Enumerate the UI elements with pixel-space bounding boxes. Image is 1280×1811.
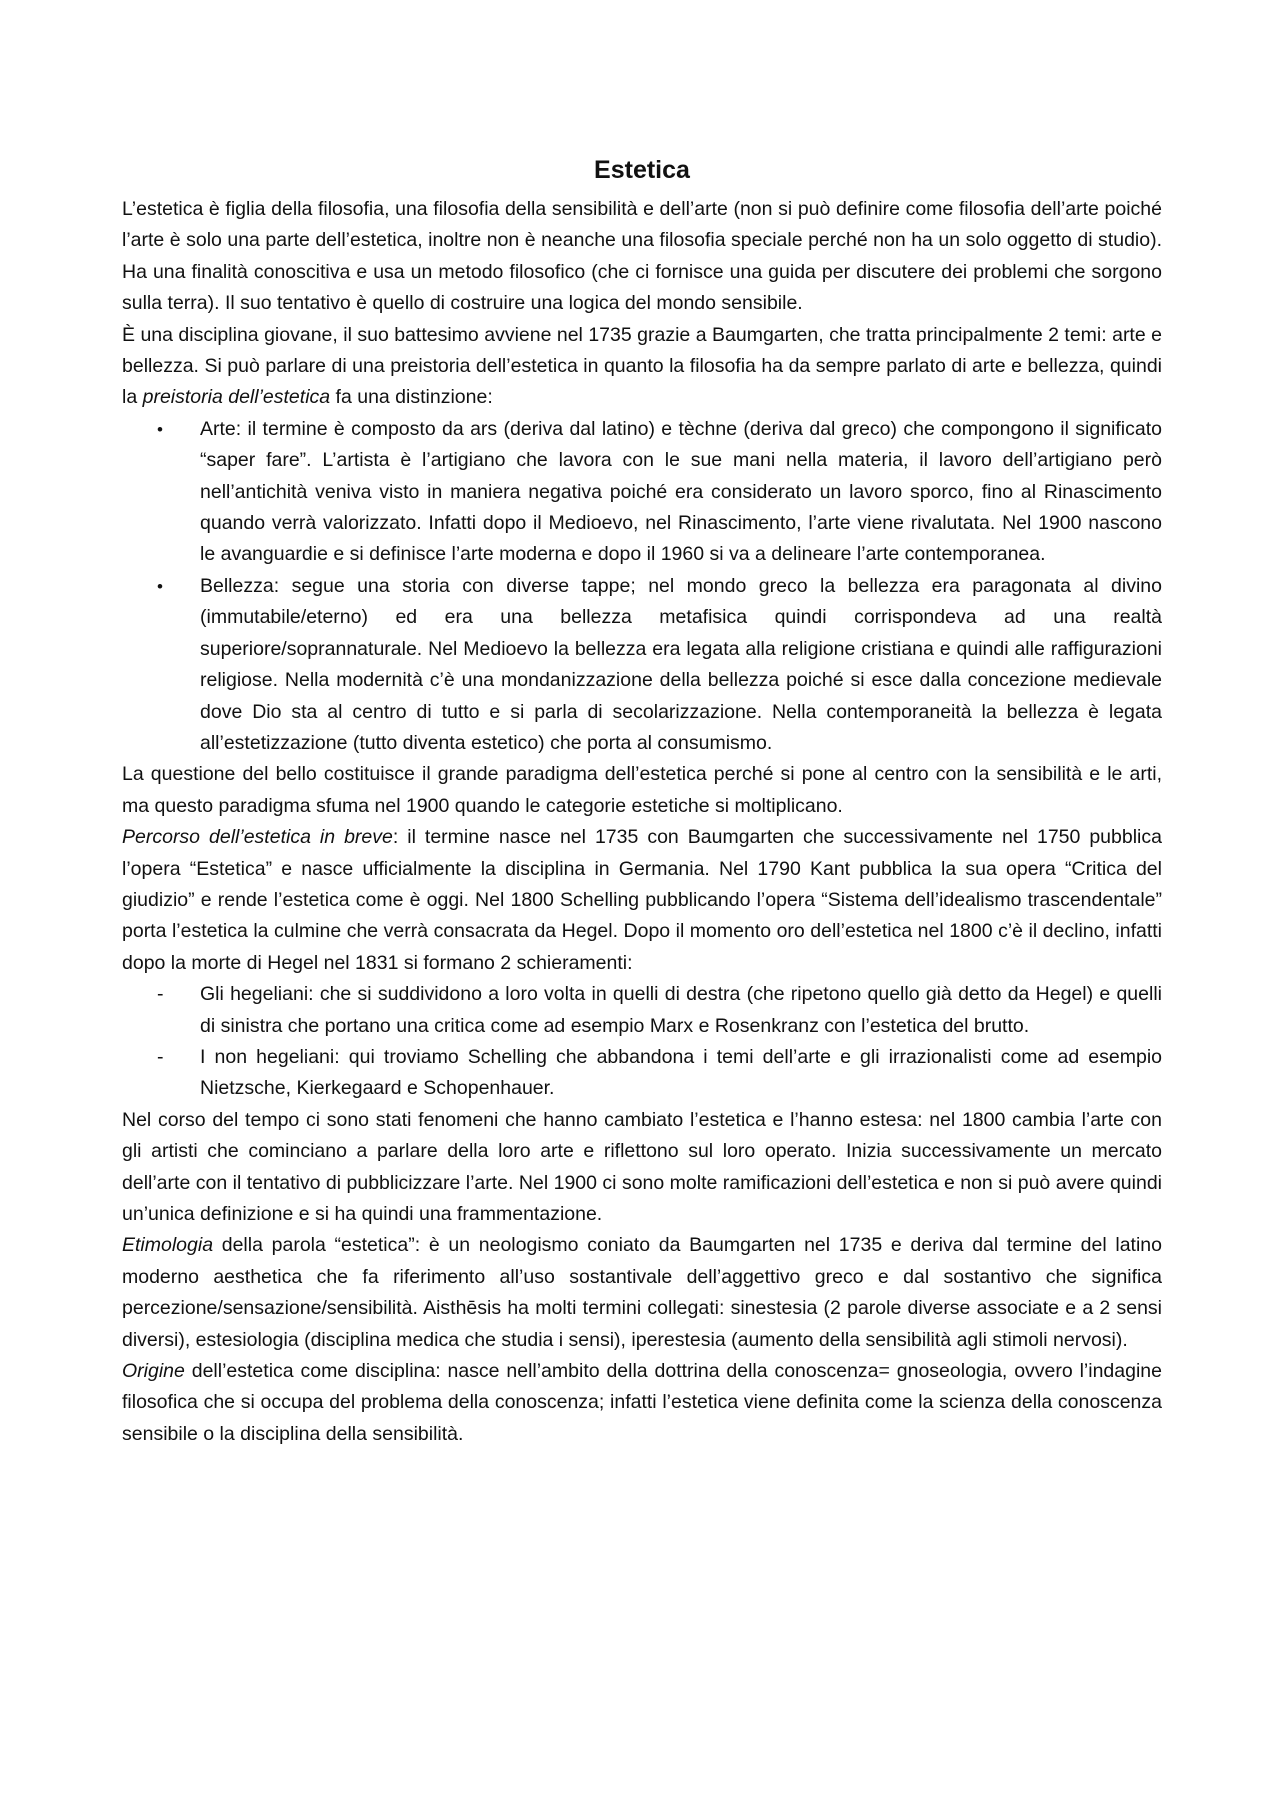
origin-text: dell’estetica come disciplina: nasce nell’ambito della dottrina della conoscenza= gnoseologia, ovvero l’indagine filosofica che si occupa del problema della conoscenza; infatti l’estetica viene definita come la scienza della conoscenza sensibile o la disciplina della sensibilità. (122, 1360, 1162, 1445)
origin-italic: Origine (122, 1360, 185, 1383)
dash-icon: - (157, 983, 164, 1006)
dash-list (122, 979, 1162, 1105)
bullet-icon: • (157, 576, 163, 596)
list-item (122, 571, 1162, 759)
etymology-paragraph (122, 1230, 1162, 1356)
etymology-italic: Etimologia (122, 1234, 214, 1257)
history-text: È una disciplina giovane, il suo battesimo avviene nel 1735 grazie a Baumgarten, che tratta principalmente 2 temi: arte e bellezza. Si può parlare di una preistoria dell’estetica in quanto la filosofia ha da sempre parlato di arte e bellezza, quindi la (122, 323, 1162, 409)
dash-icon: - (157, 1045, 164, 1068)
path-italic: Percorso dell’estetica in breve (122, 826, 393, 849)
beauty-paradigm-paragraph: La questione del bello costituisce il grande paradigma dell’estetica perché si pone al centro con la sensibilità e le arti, ma questo paradigma sfuma nel 1900 quando le categorie estetiche si moltiplicano. (122, 763, 1162, 817)
bullet-icon: • (157, 419, 163, 439)
path-paragraph (122, 822, 1162, 979)
document-page (122, 150, 1162, 1450)
history-paragraph (122, 320, 1162, 414)
intro-paragraph: L’estetica è figlia della filosofia, una filosofia della sensibilità e dell’arte (non si può definire come filosofia dell’arte poiché l’arte è solo una parte dell’estetica, inoltre non è neanche una filosofia speciale perché non ha un solo oggetto di studio). Ha una finalità conoscitiva e usa un metodo filosofico (che ci fornisce una guida per discutere dei problemi che sorgono sulla terra). Il suo tentativo è quello di costruire una logica del mondo sensibile. (122, 198, 1162, 315)
list-item (122, 414, 1162, 571)
page-title: Estetica (594, 156, 690, 184)
path-text: : il termine nasce nel 1735 con Baumgarten che successivamente nel 1750 pubblica l’opera “Estetica” e nasce ufficialmente la disciplina in Germania. Nel 1790 Kant pubblica la sua opera “Critica del giudizio” e rende l’estetica come è oggi. Nel 1800 Schelling pubblicando l’opera “Sistema dell’idealismo trascendentale” porta l’estetica la culmine che verrà consacrata da Hegel. Dopo il momento oro dell’estetica nel 1800 c’è il declino, infatti dopo la morte di Hegel nel 1831 si formano 2 schieramenti: (122, 826, 1162, 974)
bullet-list (122, 414, 1162, 759)
list-item-text: I non hegeliani: qui troviamo Schelling che abbandona i temi dell’arte e gli irrazionalisti come ad esempio Nietzsche, Kierkegaard e Schopenhauer. (200, 1045, 1162, 1100)
list-item (122, 1042, 1162, 1105)
history-tail: fa una distinzione: (330, 386, 493, 409)
list-item (122, 979, 1162, 1042)
list-item-text: Gli hegeliani: che si suddividono a loro volta in quelli di destra (che ripetono quello già detto da Hegel) e quelli di sinistra che portano una critica come ad esempio Marx e Rosenkranz con l’estetica del brutto. (200, 983, 1162, 1037)
history-italic: preistoria dell’estetica (142, 386, 331, 409)
list-item-text: Arte: il termine è composto da ars (deriva dal latino) e tèchne (deriva dal greco) che compongono il significato “saper fare”. L’artista è l’artigiano che lavora con le sue mani nella materia, il lavoro dell’artigiano però nell’antichità veniva visto in maniera negativa poiché era considerato un lavoro sporco, fino al Rinascimento quando verrà valorizzato. Infatti dopo il Medioevo, nel Rinascimento, l’arte viene rivalutata. Nel 1900 nascono le avanguardie e si definisce l’arte moderna e dopo il 1960 si va a delineare l’arte contemporanea. (200, 417, 1162, 566)
phenomena-paragraph: Nel corso del tempo ci sono stati fenomeni che hanno cambiato l’estetica e l’hanno estesa: nel 1800 cambia l’arte con gli artisti che cominciano a parlare della loro arte e riflettono sul loro operato. Inizia successivamente un mercato dell’arte con il tentativo di pubblicizzare l’arte. Nel 1900 ci sono molte ramificazioni dell’estetica e non si può avere quindi un’unica definizione e si ha quindi una frammentazione. (122, 1108, 1162, 1225)
etymology-text: della parola “estetica”: è un neologismo coniato da Baumgarten nel 1735 e deriva dal termine del latino moderno aesthetica che fa riferimento all’uso sostantivale dell’aggettivo greco e dal sostantivo che significa percezione/sensazione/sensibilità. Aisthēsis ha molti termini collegati: sinestesia (2 parole diverse associate e a 2 sensi diversi), estesiologia (disciplina medica che studia i sensi), iperestesia (aumento della sensibilità agli stimoli nervosi). (122, 1234, 1162, 1351)
origin-paragraph (122, 1356, 1162, 1450)
list-item-text: Bellezza: segue una storia con diverse tappe; nel mondo greco la bellezza era paragonata al divino (immutabile/eterno) ed era una bellezza metafisica quindi corrispondeva ad una realtà superiore/soprannaturale. Nel Medioevo la bellezza era legata alla religione cristiana e quindi alle raffigurazioni religiose. Nella modernità c’è una mondanizzazione della bellezza poiché si esce dalla concezione medievale dove Dio sta al centro di tutto e si parla di secolarizzazione. Nella contemporaneità la bellezza è legata all’estetizzazione (tutto diventa estetico) che porta al consumismo. (200, 574, 1162, 754)
